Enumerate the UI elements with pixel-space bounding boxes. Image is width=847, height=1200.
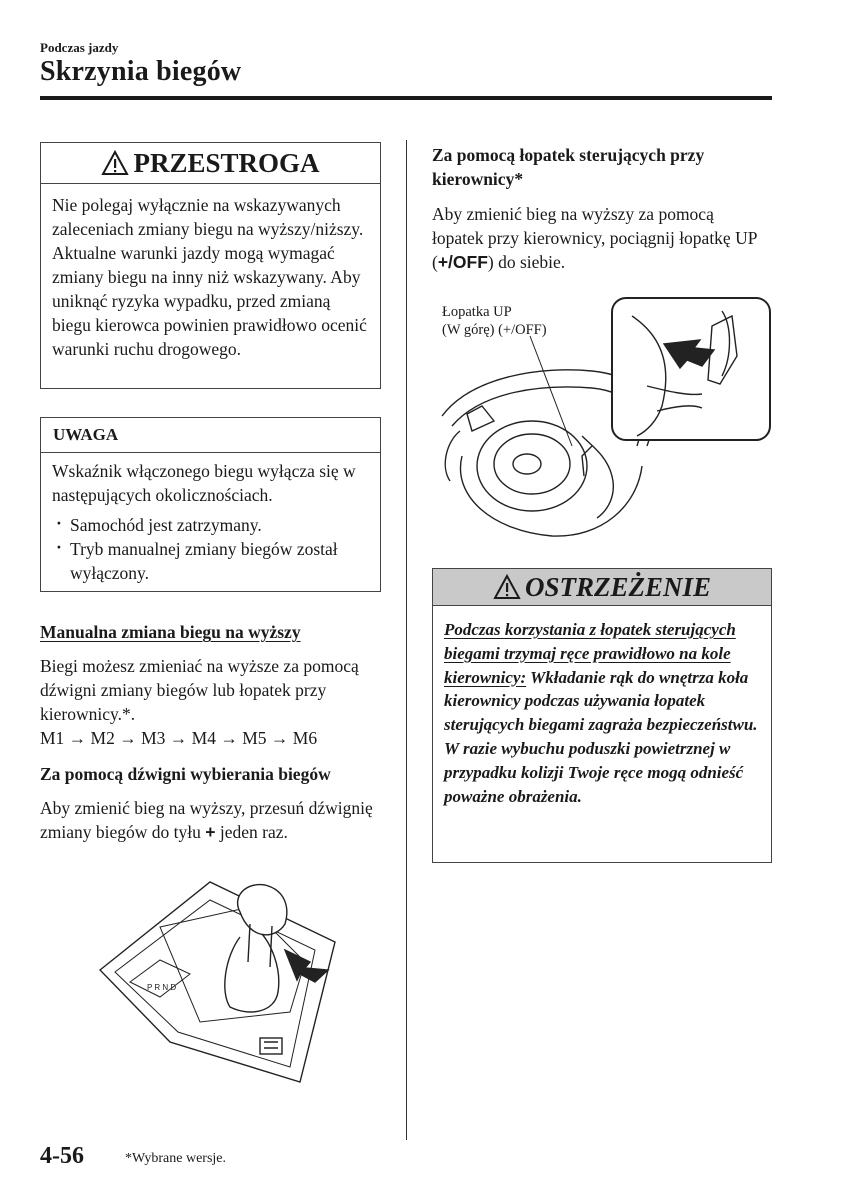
caution-box xyxy=(40,142,381,389)
column-divider xyxy=(406,140,407,1140)
footnote: *Wybrane wersje. xyxy=(125,1151,227,1166)
warning-header xyxy=(433,569,771,606)
note-title: UWAGA xyxy=(41,418,380,453)
caution-text: Nie polegaj wyłącznie na wskazywanych zaleceniach zmiany biegu na wyższy/niższy. Aktualne warunki jazdy mogą wymagać zmiany biegu na inny niż wskazywany. Aby uniknąć ryzyka wypadku, przed zmianą biegu kierowca powinien prawidłowo ocenić warunki ruchu drogowego. xyxy=(52,195,367,359)
warning-triangle-icon xyxy=(493,574,521,600)
gear-sequence: M1 → M2 → M3 → M4 → M5 → M6 xyxy=(40,728,318,748)
caution-header xyxy=(41,143,380,184)
shift-lever-illustration xyxy=(100,882,335,1082)
note-text: Wskaźnik włączonego biegu wyłącza się w następujących okolicznościach. xyxy=(52,461,356,505)
callout-line: (W górę) (+/OFF) xyxy=(442,322,547,338)
warning-triangle-icon xyxy=(101,150,129,176)
warning-box xyxy=(432,568,772,863)
paddle-text: Aby zmienić bieg na wyższy za pomocą łopatek przy kierownicy, pociągnij łopatkę UP (+/OFF) do siebie. xyxy=(432,204,757,272)
caution-title: PRZESTROGA xyxy=(133,147,320,178)
manual-shift-heading: Manualna zmiana biegu na wyższy xyxy=(40,622,301,642)
note-list xyxy=(52,513,369,585)
list-item: · Tryb manualnej zmiany biegów został wyłączony. xyxy=(52,537,369,585)
manual-shift-text: Biegi możesz zmieniać na wyższe za pomocą dźwigni zmiany biegów lub łopatek przy kierownicy.*. xyxy=(40,656,359,724)
paddle-heading: Za pomocą łopatek sterujących przy kierownicy* xyxy=(432,145,705,189)
plus-off-symbol: +/OFF xyxy=(437,252,488,272)
page-number: 4-56 xyxy=(40,1143,84,1169)
note-box xyxy=(40,417,381,592)
warning-underlined-text: Podczas korzystania z łopatek sterujących biegami trzymaj ręce prawidłowo na kole kierownicy: xyxy=(444,620,736,687)
warning-text: Podczas korzystania z łopatek sterujących biegami trzymaj ręce prawidłowo na kole kierownicy: Wkładanie rąk do wnętrza koła kierownicy podczas używania łopatek sterujących biegami zagraża bezpieczeństwu. W razie wybuchu poduszki powietrznej w przypadku kolizji Twoje ręce mogą odnieść poważne obrażenia. xyxy=(444,620,758,806)
plus-symbol: + xyxy=(205,822,216,842)
svg-text:P R N D: P R N D xyxy=(147,983,177,992)
page-title: Skrzynia biegów xyxy=(40,56,242,87)
warning-title: OSTRZEŻENIE xyxy=(524,571,712,602)
steering-wheel-illustration xyxy=(432,296,772,546)
list-item: · Samochód jest zatrzymany. xyxy=(52,513,369,537)
section-label: Podczas jazdy xyxy=(40,40,119,55)
callout-line: Łopatka UP xyxy=(442,304,512,320)
lever-text: Aby zmienić bieg na wyższy, przesuń dźwignię zmiany biegów do tyłu + jeden raz. xyxy=(40,798,373,842)
lever-heading: Za pomocą dźwigni wybierania biegów xyxy=(40,764,331,784)
title-rule xyxy=(40,96,772,100)
